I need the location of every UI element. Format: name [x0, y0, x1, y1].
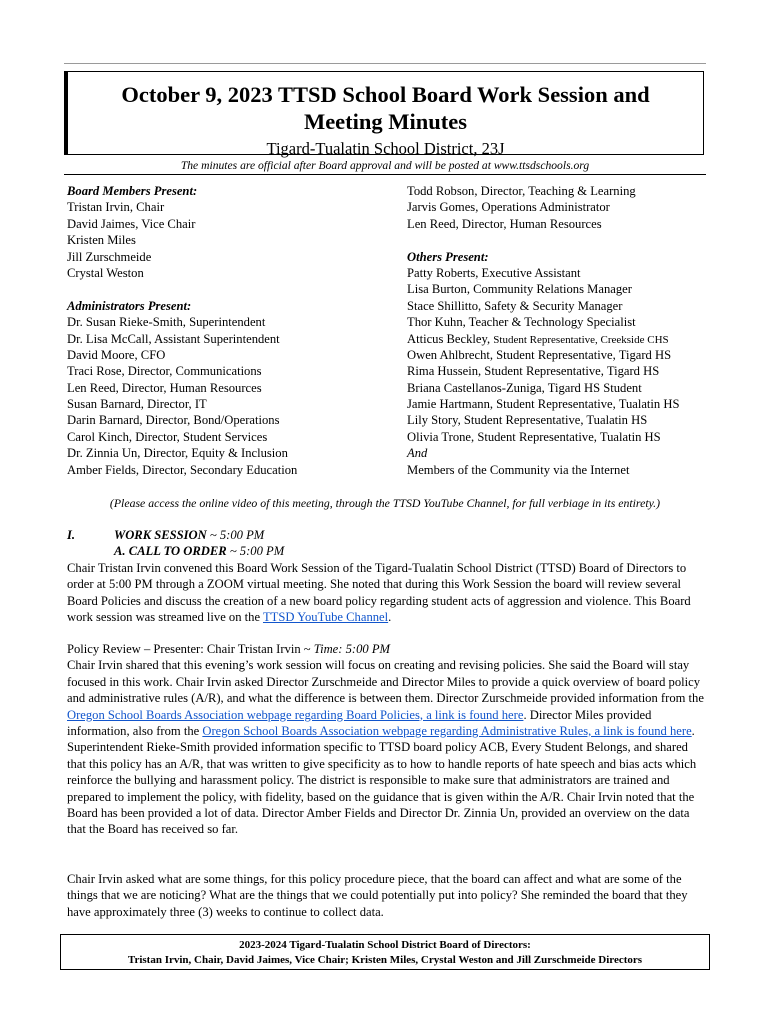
district-name: Tigard-Tualatin School District, 23J: [266, 139, 505, 158]
page-title: [68, 81, 703, 135]
other-attendee: Lily Story, Student Representative, Tualatin HS: [407, 413, 648, 428]
policy-review-label: Policy Review – Presenter: Chair Tristan Irvin ~: [67, 642, 314, 656]
attendee-role: Student Representative, Creekside CHS: [493, 333, 669, 346]
administrator: David Moore, CFO: [67, 347, 166, 362]
board-member: Kristen Miles: [67, 233, 136, 248]
other-attendee: Lisa Burton, Community Relations Manager: [407, 282, 632, 297]
administrator: Todd Robson, Director, Teaching & Learning: [407, 184, 636, 198]
attendee-name: Atticus Beckley,: [407, 331, 494, 346]
subsection-time: ~ 5:00 PM: [226, 544, 285, 559]
administrator: Darin Barnard, Director, Bond/Operations: [67, 413, 280, 428]
other-attendee: Patty Roberts, Executive Assistant: [407, 265, 581, 280]
administrator: Len Reed, Director, Human Resources: [407, 216, 602, 231]
osba-admin-rules-link[interactable]: Oregon School Boards Association webpage regarding Administrative Rules, a link is found here: [202, 724, 692, 739]
footer-line-1: 2023-2024 Tigard-Tualatin School District Board of Directors:: [239, 939, 531, 951]
administrator: Dr. Lisa McCall, Assistant Superintendent: [67, 331, 280, 346]
policy-review-paragraph: [67, 657, 707, 837]
section-heading: [67, 527, 727, 560]
administrators-heading: Administrators Present:: [67, 298, 192, 313]
administrator: Dr. Zinnia Un, Director, Equity & Inclusion: [67, 446, 288, 461]
youtube-channel-link[interactable]: TTSD YouTube Channel: [262, 610, 389, 625]
policy-review-time: Time: 5:00 PM: [313, 642, 391, 656]
footer-box: [60, 934, 710, 970]
other-attendee: Stace Shillitto, Safety & Security Manager: [407, 298, 623, 313]
policy-review-section: [67, 641, 707, 838]
administrator: Jarvis Gomes, Operations Administrator: [407, 200, 610, 215]
attendance-left-column: [67, 183, 387, 478]
administrator: Amber Fields, Director, Secondary Education: [67, 462, 298, 477]
board-member: Jill Zurschmeide: [67, 249, 152, 264]
paragraph-text: Chair Irvin shared that this evening’s work session will focus on creating and revising policies. She said the Board will stay focused in this work. Chair Irvin asked Director Zurschmeide and Director Miles to provide a quick overview of board policy and administrative rules (A/R), and what the difference is between them. Director Zurschmeide provided information from the: [67, 658, 704, 706]
other-attendee: Briana Castellanos-Zuniga, Tigard HS Student: [407, 380, 642, 395]
others-heading: Others Present:: [407, 249, 489, 264]
paragraph-text: . Director Miles provided information, also from the: [67, 707, 652, 739]
footer-line-2: Tristan Irvin, Chair, David Jaimes, Vice Chair; Kristen Miles, Crystal Weston and Jill Zurschmeide Directors: [127, 953, 643, 966]
subsection-title-text: A. CALL TO ORDER: [114, 544, 227, 559]
board-member: David Jaimes, Vice Chair: [67, 216, 196, 231]
section-title: [114, 527, 264, 543]
administrator: Susan Barnard, Director, IT: [67, 397, 207, 412]
top-rule: [64, 63, 706, 64]
section-number: I.: [67, 528, 76, 542]
board-member: Crystal Weston: [67, 265, 144, 280]
title-box: [64, 71, 704, 158]
board-member: Tristan Irvin, Chair: [67, 200, 165, 215]
administrator: Traci Rose, Director, Communications: [67, 364, 262, 379]
official-note: The minutes are official after Board approval and will be posted at www.ttsdschools.org: [64, 159, 706, 175]
osba-board-policies-link[interactable]: Oregon School Boards Association webpage regarding Board Policies, a link is found here: [67, 707, 524, 722]
attendance-right-column: [407, 183, 727, 478]
administrator: Len Reed, Director, Human Resources: [67, 380, 262, 395]
title-line-2: Meeting Minutes: [303, 109, 468, 134]
other-attendee: Jamie Hartmann, Student Representative, Tualatin HS: [407, 397, 680, 412]
policy-review-heading: [67, 641, 707, 657]
title-line-1: October 9, 2023 TTSD School Board Work Session and: [121, 82, 650, 107]
paragraph-end: .: [388, 610, 392, 625]
subsection-title: [114, 543, 284, 559]
section-title-text: WORK SESSION: [114, 528, 207, 542]
other-attendee: Olivia Trone, Student Representative, Tualatin HS: [407, 429, 661, 444]
video-note: (Please access the online video of this meeting, through the TTSD YouTube Channel, for full verbiage in its entirety.): [109, 496, 661, 510]
other-attendee: Owen Ahlbrecht, Student Representative, Tigard HS: [407, 347, 672, 362]
paragraph-text: Chair Tristan Irvin convened this Board Work Session of the Tigard-Tualatin School District (TTSD) Board of Directors to order at 5:00 PM through a ZOOM virtual meeting. She noted that during this Work Session the board will review several Board Policies and discuss the creation of a new board policy regarding student acts of aggression and violence. This Board work session was streamed live on the: [67, 561, 691, 625]
board-members-heading: Board Members Present:: [67, 184, 198, 198]
and-label: And: [407, 446, 428, 461]
section-time: ~ 5:00 PM: [206, 528, 265, 542]
other-attendee: Thor Kuhn, Teacher & Technology Specialist: [407, 315, 636, 330]
administrator: Carol Kinch, Director, Student Services: [67, 429, 268, 444]
administrator: Dr. Susan Rieke-Smith, Superintendent: [67, 315, 266, 330]
chair-irvin-paragraph: Chair Irvin asked what are some things, for this policy procedure piece, that the board can affect and what are some of the things that we are noticing? What are the things that we could potentially put into policy? She reminded the board that they have approximately three (3) weeks to continue to collect data.: [67, 872, 688, 919]
other-attendee: Rima Hussein, Student Representative, Tigard HS: [407, 364, 660, 379]
other-attendee: Members of the Community via the Internet: [407, 462, 630, 477]
other-attendee: [407, 331, 727, 347]
paragraph-text: . Superintendent Rieke-Smith provided information specific to TTSD board policy ACB, Every Student Belongs, and shared that this policy has an A/R, that was written to give specificity as to how to handle reports of hate speech and bias acts which reinforce the bullying and harassment policy. The district is responsible to make sure that administrators are trained and prepared to implement the policy, with fidelity, based on the guidance that is given within the A/R. Chair Irvin noted that the Board has been provided a lot of data. Director Amber Fields and Director Dr. Zinnia Un, provided an overview on the data that the Board has received so far.: [67, 724, 697, 837]
call-to-order-paragraph: [67, 560, 707, 626]
